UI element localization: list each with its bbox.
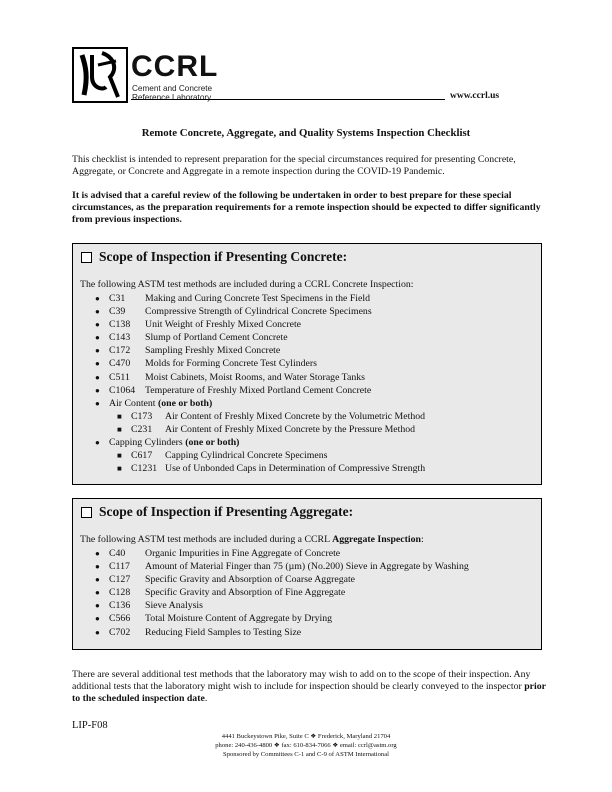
concrete-test-list xyxy=(95,292,425,475)
footer-address: 4441 Buckeystown Pike, Suite C ❖ Frederick, Maryland 21704 xyxy=(221,733,391,740)
list-item: ■ C617 Capping Cylindrical Concrete Specimens xyxy=(117,450,328,462)
bullet-icon: ● xyxy=(95,614,100,624)
list-item: ■ C173 Air Content of Freshly Mixed Concrete by the Volumetric Method xyxy=(117,410,426,422)
list-item: ● C702 Reducing Field Samples to Testing Size xyxy=(95,626,302,638)
brand-subtitle: Cement and Concrete Reference Laboratory xyxy=(132,84,213,102)
footer xyxy=(0,732,612,759)
bullet-icon: ● xyxy=(95,549,100,558)
footer-sponsor: Sponsored by Committees C-1 and C-9 of ASTM International xyxy=(223,751,389,758)
header-rule xyxy=(131,99,445,100)
closing-paragraph: There are several additional test methods that the laboratory may wish to add on to the scope of their inspection. Any additional tests that the laboratory might wish to include for inspection should be clearly conveyed to the inspector prior to the scheduled inspection date. xyxy=(72,669,546,705)
bullet-icon: ● xyxy=(95,562,100,572)
square-bullet-icon: ■ xyxy=(117,464,122,474)
concrete-scope-heading: Scope of Inspection if Presenting Concrete: xyxy=(81,249,347,265)
list-item: ● C31 Making and Curing Concrete Test Specimens in the Field xyxy=(95,293,370,304)
bullet-icon: ● xyxy=(95,588,100,598)
list-item: ■ C1231 Use of Unbonded Caps in Determination of Compressive Strength xyxy=(117,463,426,475)
list-item: ● C39 Compressive Strength of Cylindrical Concrete Specimens xyxy=(95,306,372,318)
bullet-icon: ● xyxy=(95,601,100,611)
list-item: ● C138 Unit Weight of Freshly Mixed Concrete xyxy=(95,319,302,331)
list-item: ● C470 Molds for Forming Concrete Test Cylinders xyxy=(95,358,317,370)
brand-name: CCRL xyxy=(131,50,219,83)
list-item: ● C566 Total Moisture Content of Aggregate by Drying xyxy=(95,613,333,625)
bullet-icon: ● xyxy=(95,575,100,585)
aggregate-lead: The following ASTM test methods are included during a CCRL Aggregate Inspection: xyxy=(80,534,424,545)
aggregate-test-list xyxy=(95,547,469,639)
square-bullet-icon: ■ xyxy=(117,424,122,434)
list-item: ● C128 Specific Gravity and Absorption of Fine Aggregate xyxy=(95,587,346,599)
website-link[interactable]: www.ccrl.us xyxy=(450,91,500,101)
air-content-item: ● Air Content (one or both) xyxy=(95,397,213,409)
list-item: ● C127 Specific Gravity and Absorption of Coarse Aggregate xyxy=(95,574,356,586)
list-item: ● C172 Sampling Freshly Mixed Concrete xyxy=(95,345,281,357)
ccrl-logo xyxy=(72,47,128,103)
list-item: ● C136 Sieve Analysis xyxy=(95,600,203,612)
bullet-icon: ● xyxy=(95,372,100,382)
footer-contact: phone: 240-436-4800 ❖ fax: 610-834-7066 ❖ email: ccrl@astm.org xyxy=(215,742,397,749)
list-item: ● C117 Amount of Material Finger than 75 (µm) (No.200) Sieve in Aggregate by Washing xyxy=(95,561,469,573)
bullet-icon: ● xyxy=(95,320,100,330)
aggregate-scope-box xyxy=(72,498,542,650)
bullet-icon: ● xyxy=(95,307,100,317)
advice-paragraph: It is advised that a careful review of the following be undertaken in order to best prepare for these special circumstances, as the preparation requirements for a remote inspection should be expected to differ significantly from previous inspections. xyxy=(72,190,541,226)
intro-paragraph: This checklist is intended to represent preparation for the special circumstances required for presenting Concrete, Aggregate, or Concrete and Aggregate in a remote inspection during the COVID-19 Pandemic. xyxy=(72,154,516,178)
bullet-icon: ● xyxy=(95,346,100,356)
list-item: ● C1064 Temperature of Freshly Mixed Portland Cement Concrete xyxy=(95,384,372,396)
bullet-icon: ● xyxy=(95,385,100,395)
form-id: LIP-F08 xyxy=(72,720,108,731)
concrete-lead: The following ASTM test methods are included during a CCRL Concrete Inspection: xyxy=(80,279,414,290)
aggregate-scope-heading: Scope of Inspection if Presenting Aggregate: xyxy=(81,504,353,520)
list-item: ● C143 Slump of Portland Cement Concrete xyxy=(95,332,288,344)
document-title: Remote Concrete, Aggregate, and Quality Systems Inspection Checklist xyxy=(141,127,471,139)
bullet-icon: ● xyxy=(95,333,100,343)
bullet-icon: ● xyxy=(95,294,100,303)
bullet-icon: ● xyxy=(95,438,100,448)
bullet-icon: ● xyxy=(95,627,100,637)
bullet-icon: ● xyxy=(95,359,100,369)
square-bullet-icon: ■ xyxy=(117,451,122,461)
concrete-scope-box xyxy=(72,243,542,485)
concrete-checkbox[interactable] xyxy=(81,252,92,263)
list-item: ● C40 Organic Impurities in Fine Aggregate of Concrete xyxy=(95,548,341,559)
bullet-icon: ● xyxy=(95,398,100,408)
list-item: ● C511 Moist Cabinets, Moist Rooms, and Water Storage Tanks xyxy=(95,371,365,383)
capping-item: ● Capping Cylinders (one or both) xyxy=(95,437,240,449)
list-item: ■ C231 Air Content of Freshly Mixed Concrete by the Pressure Method xyxy=(117,423,416,435)
square-bullet-icon: ■ xyxy=(117,411,122,421)
aggregate-checkbox[interactable] xyxy=(81,507,92,518)
